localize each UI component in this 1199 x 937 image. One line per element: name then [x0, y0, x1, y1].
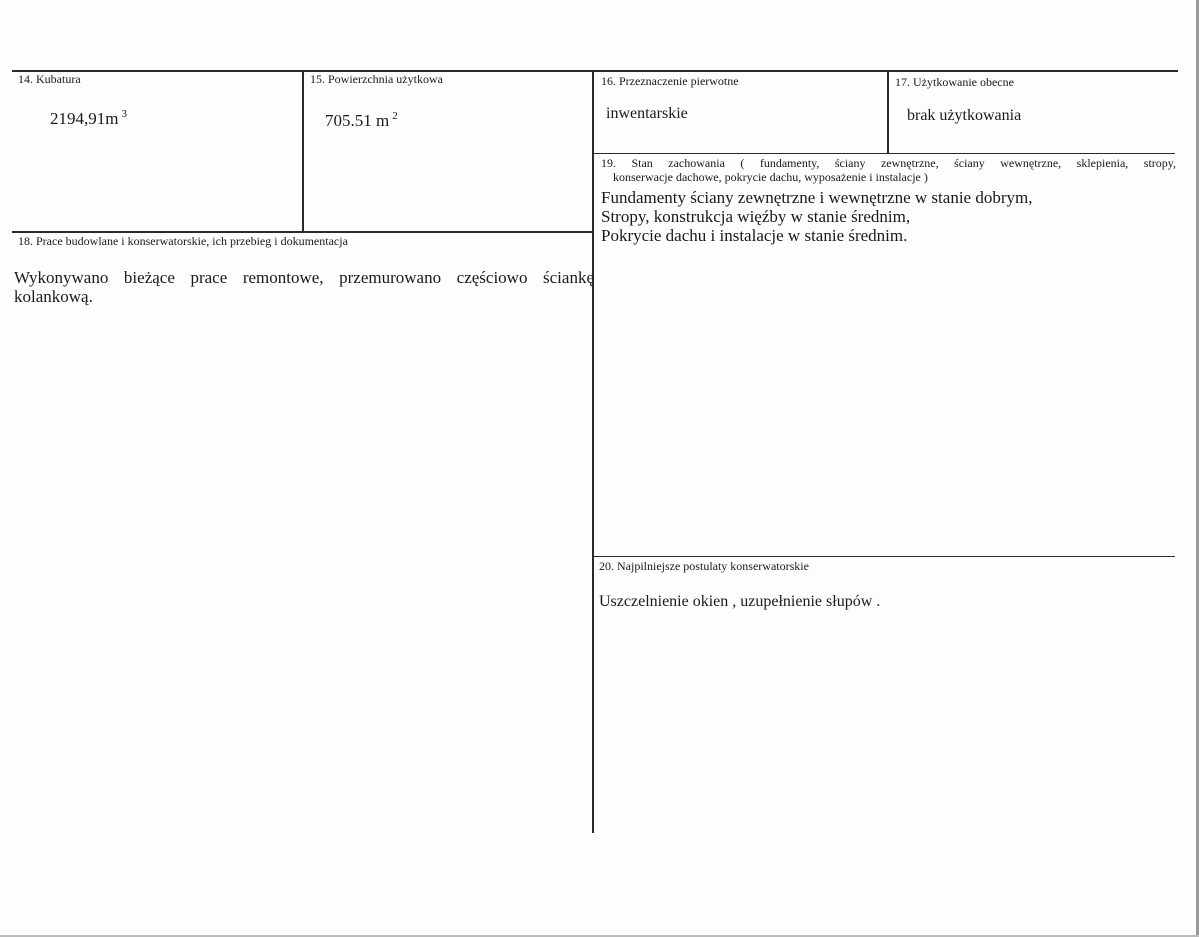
main-divider [592, 71, 594, 833]
field-20-label: 20. Najpilniejsze postulaty konserwatorskie [599, 559, 809, 573]
field-15-number: 705.51 m [325, 111, 390, 130]
divider-14-15 [302, 71, 304, 231]
field-16-value: inwentarskie [606, 105, 688, 122]
field-19-label-line1: 19. Stan zachowania ( fundamenty, ściany zewnętrzne, ściany wewnętrzne, sklepienia, stropy, [601, 156, 1176, 170]
field-15-value [325, 106, 398, 131]
field-17-value: brak użytkowania [907, 107, 1022, 124]
field-19-line: Pokrycie dachu i instalacje w stanie średnim. [601, 226, 908, 245]
field-14-number: 2194,91m [50, 109, 119, 128]
divider-16-17 [887, 72, 889, 154]
field-19-line: Fundamenty ściany zewnętrzne i wewnętrzne w stanie dobrym, [601, 188, 1033, 207]
field-19-label-line2: konserwacje dachowe, pokrycie dachu, wyposażenie i instalacje ) [613, 170, 928, 184]
field-18-label: 18. Prace budowlane i konserwatorskie, ich przebieg i dokumentacja [18, 234, 348, 248]
field-15-label: 15. Powierzchnia użytkowa [310, 72, 443, 86]
field-19-line: Stropy, konstrukcja więźby w stanie średnim, [601, 207, 911, 226]
field-19-label [601, 156, 1176, 184]
field-14-exponent: 3 [121, 108, 127, 120]
field-20-text: Uszczelnienie okien , uzupełnienie słupów . [599, 593, 881, 610]
field-14-value [50, 104, 127, 129]
rule-above-18 [12, 231, 594, 233]
field-18-text: Wykonywano bieżące prace remontowe, przemurowano częściowo ściankę kolankową. [14, 268, 594, 306]
field-15-exponent: 2 [392, 110, 398, 122]
field-19-text [601, 188, 1171, 245]
field-14-label: 14. Kubatura [18, 72, 81, 86]
field-16-label: 16. Przeznaczenie pierwotne [601, 74, 739, 88]
rule-above-20 [593, 556, 1175, 557]
top-rule [12, 70, 1178, 72]
rule-below-16-17 [593, 153, 1175, 154]
field-17-label: 17. Użytkowanie obecne [895, 75, 1014, 89]
